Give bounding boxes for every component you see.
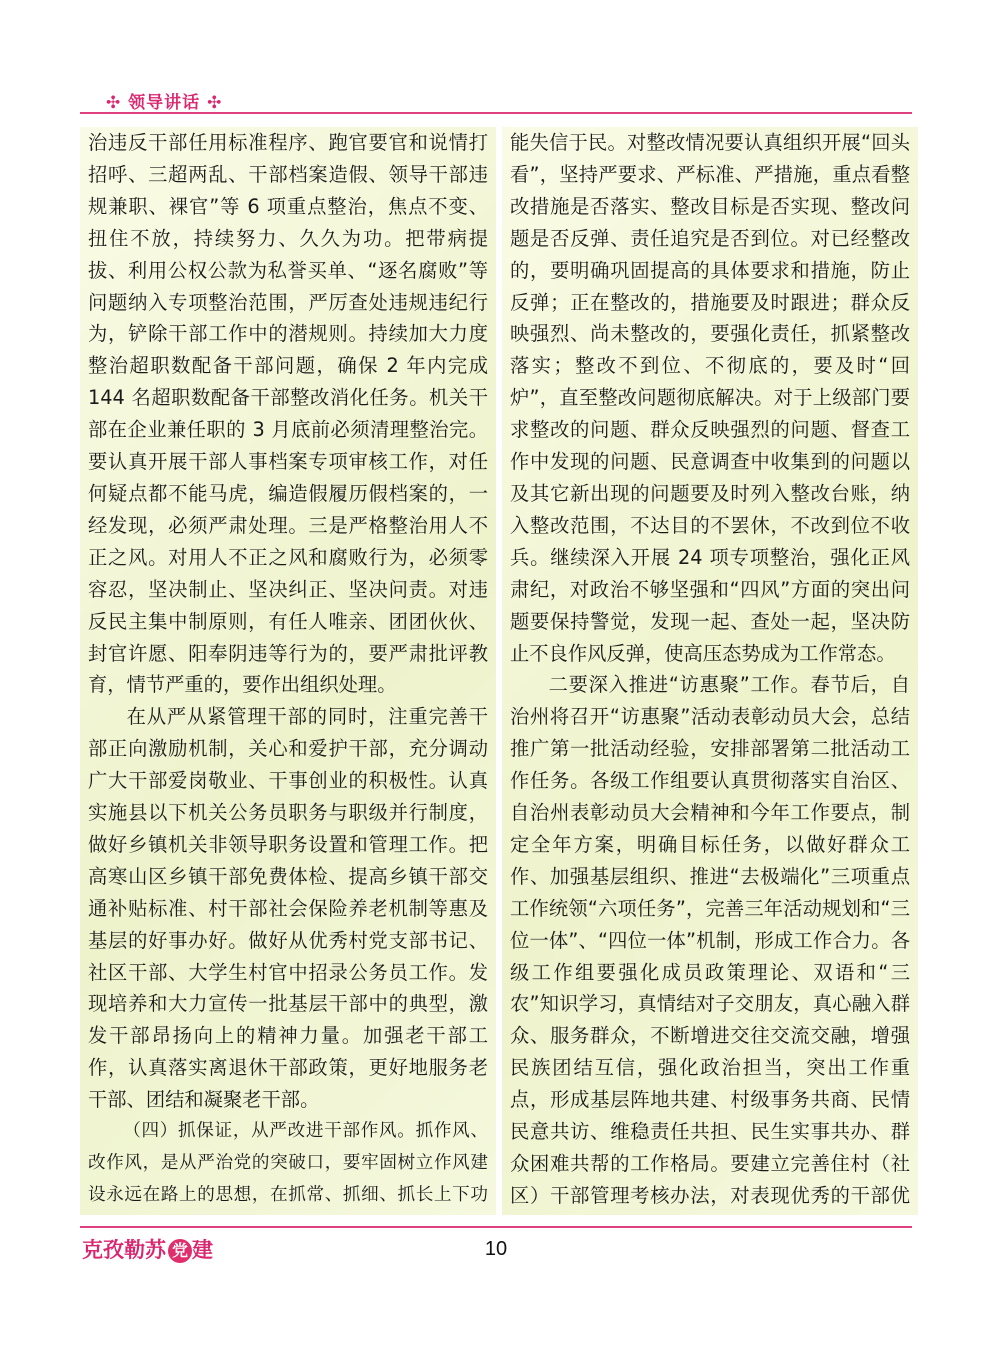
page-number: 10 [484, 1238, 508, 1260]
brand-badge: 党 [168, 1239, 192, 1263]
paragraph: 在从严从紧管理干部的同时，注重完善干部正向激励机制，关心和爱护干部，充分调动广大干部爱岗敬业、干事创业的积极性。认真实施县以下机关公务员职务与职级并行制度，做好乡镇机关非领导职务设置和管理工作。把高寒山区乡镇干部免费体检、提高乡镇干部交通补贴标准、村干部社会保险养老机制等惠及基层的好事办好。做好从优秀村党支部书记、社区干部、大学生村官中招录公务员工作。发现培养和大力宣传一批基层干部中的典型，激发干部昂扬向上的精神力量。加强老干部工作，认真落实离退休干部政策，更好地服务老干部、团结和凝聚老干部。 [88, 705, 488, 1112]
section-label: ✣ 领导讲话 ✣ [106, 93, 223, 113]
left-column [80, 127, 496, 1215]
right-column [502, 127, 918, 1215]
subheading-paragraph: （四）抓保证，从严改进干部作风。抓作风、改作风，是从严治党的突破口，要牢固树立作风建设永远在路上的思想，在抓常、抓细、抓长上下功 [88, 1121, 488, 1205]
footer-divider [80, 1226, 912, 1228]
brand-text: 克孜勒苏 [82, 1238, 166, 1262]
header-divider [80, 112, 912, 114]
paragraph: 二要深入推进“访惠聚”工作。春节后，自治州将召开“访惠聚”活动表彰动员大会，总结推广第一批活动经验，安排部署第二批活动工作任务。各级工作组要认真贯彻落实自治区、自治州表彰动员大会精神和今年工作要点，制定全年方案，明确目标任务，以做好群众工作、加强基层组织、推进“去极端化”三项重点工作统领“六项任务”，完善三年活动规划和“三位一体”、“四位一体”机制，形成工作合力。各级工作组要强化成员政策理论、双语和“三农”知识学习，真情结对子交朋友，真心融入群众、服务群众，不断增进交往交流交融，增强民族团结互信，强化政治担当，突出工作重点，形成基层阵地共建、村级事务共商、民情民意共访、维稳责任共担、民生实事共办、群众困难共帮的工作格局。要建立完善住村（社区）干部管理考核办法，对表现优秀的干部优 [510, 673, 910, 1207]
brand-tail: 建 [192, 1238, 213, 1262]
page-header [80, 88, 912, 118]
paragraph: 能失信于民。对整改情况要认真组织开展“回头看”，坚持严要求、严标准、严措施，重点看整改措施是否落实、整改目标是否实现、整改问题是否反弹、责任追究是否到位。对已经整改的，要明确巩固提高的具体要求和措施，防止反弹；正在整改的，措施要及时跟进；群众反映强烈、尚未整改的，要强化责任，抓紧整改落实；整改不到位、不彻底的，要及时“回炉”，直至整改问题彻底解决。对于上级部门要求整改的问题、群众反映强烈的问题、督查工作中发现的问题、民意调查中收集到的问题以及其它新出现的问题要及时列入整改台账，纳入整改范围，不达目的不罢休，不改到位不收兵。继续深入开展 24 项专项整治，强化正风肃纪，对政治不够坚强和“四风”方面的突出问题要保持警觉，发现一起、查处一起，坚决防止不良作风反弹，使高压态势成为工作常态。 [510, 131, 910, 665]
paragraph: 治违反干部任用标准程序、跑官要官和说情打招呼、三超两乱、干部档案造假、领导干部违规兼职、裸官”等 6 项重点整治，焦点不变、扭住不放，持续努力、久久为功。把带病提拔、利用公权公款为私誉买单、“逐名腐败”等问题纳入专项整治范围，严厉查处违规违纪行为，铲除干部工作中的潜规则。持续加大力度整治超职数配备干部问题，确保 2 年内完成 144 名超职数配备干部整改消化任务。机关干部在企业兼任职的 3 月底前必须清理整治完。要认真开展干部人事档案专项审核工作，对任何疑点都不能马虎，编造假履历假档案的，一经发现，必须严肃处理。三是严格整治用人不正之风。对用人不正之风和腐败行为，必须零容忍，坚决制止、坚决纠正、坚决问责。对违反民主集中制原则，有任人唯亲、团团伙伙、封官许愿、阳奉阴违等行为的，要严肃批评教育，情节严重的，要作出组织处理。 [88, 131, 488, 697]
